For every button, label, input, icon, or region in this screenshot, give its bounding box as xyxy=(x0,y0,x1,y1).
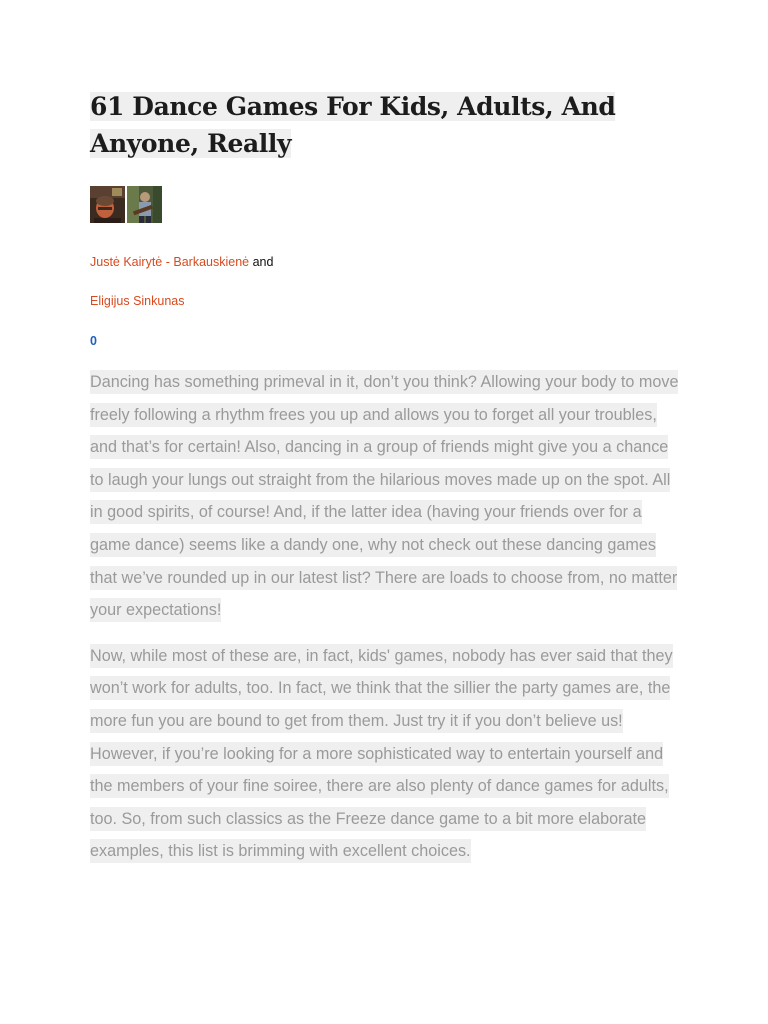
article-paragraph-2 xyxy=(90,640,680,868)
author-line-2 xyxy=(90,293,680,309)
article-paragraph-1 xyxy=(90,366,680,627)
article xyxy=(90,88,680,868)
author-conjunction: and xyxy=(252,255,274,269)
author-avatar-2[interactable] xyxy=(127,186,162,223)
author-link-2[interactable]: Eligijus Sinkunas xyxy=(90,294,185,308)
paragraph-2-text: Now, while most of these are, in fact, kids' games, nobody has ever said that they won’t work for adults, too. In fact, we think that the sillier the party games are, the more fun you are bound to get from them. Just try it if you don’t believe us! However, if you’re looking for a more sophisticated way to entertain yourself and the members of your fine soiree, there are also plenty of dance games for adults, too. So, from such classics as the Freeze dance game to a bit more elaborate examples, this list is brimming with excellent choices. xyxy=(90,644,673,864)
paragraph-1-text: Dancing has something primeval in it, don’t you think? Allowing your body to move freely following a rhythm frees you up and allows you to forget all your troubles, and that’s for certain! Also, dancing in a group of friends might give you a chance to laugh your lungs out straight from the hilarious moves made up on the spot. All in good spirits, of course! And, if the latter idea (having your friends over for a game dance) seems like a dandy one, why not check out these dancing games that we’ve rounded up in our latest list? There are loads to choose from, no matter your expectations! xyxy=(90,370,678,622)
author-line-1 xyxy=(90,254,680,270)
article-title xyxy=(90,88,680,162)
article-title-text: 61 Dance Games For Kids, Adults, And Anyone, Really xyxy=(90,92,616,158)
author-link-1[interactable]: Justė Kairytė - Barkauskienė xyxy=(90,255,250,269)
author-avatar-1[interactable] xyxy=(90,186,125,223)
author-avatars xyxy=(90,186,680,223)
comment-count[interactable]: 0 xyxy=(90,334,97,348)
